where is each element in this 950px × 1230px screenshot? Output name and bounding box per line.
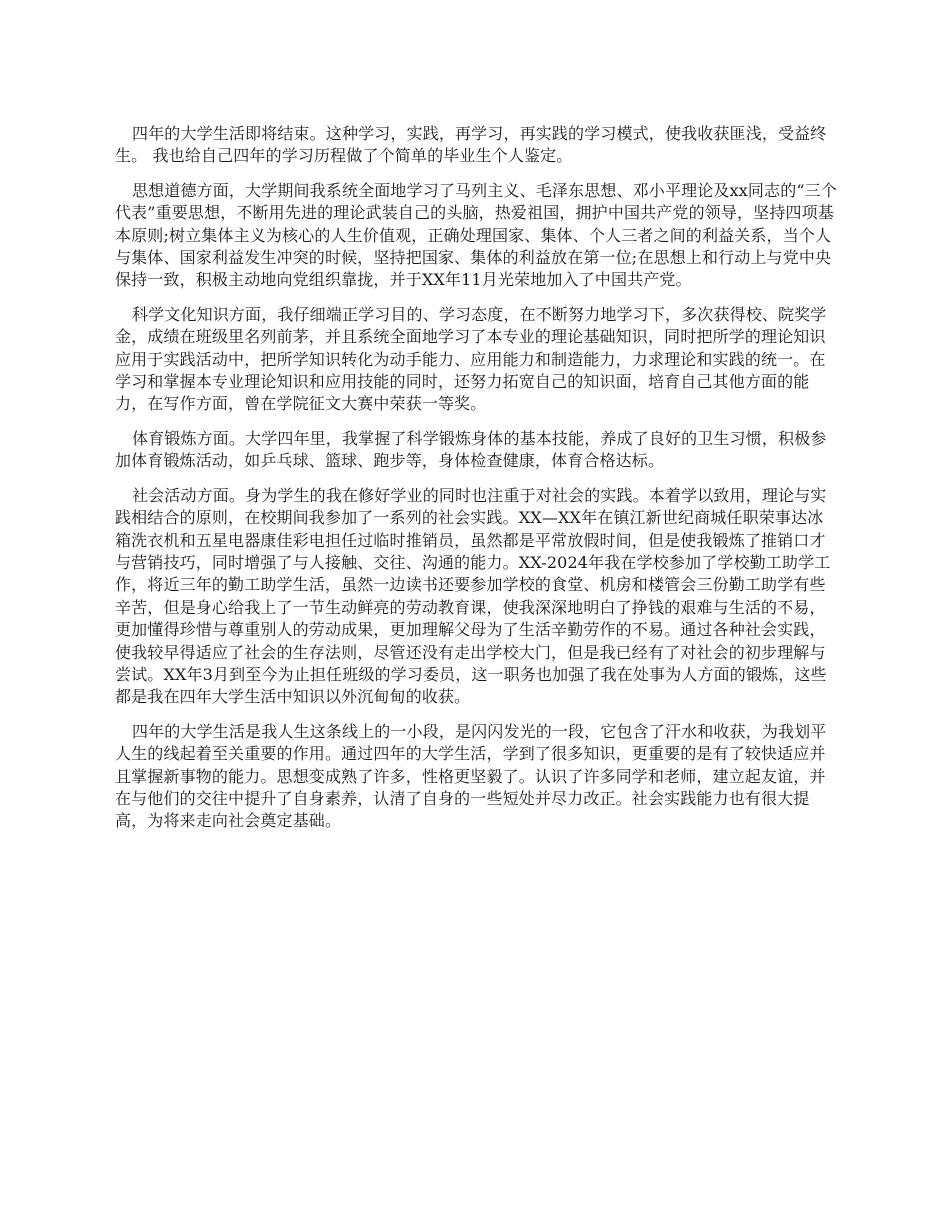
document-body <box>115 123 837 845</box>
paragraph-knowledge: 科学文化知识方面，我仔细端正学习目的、学习态度，在不断努力地学习下，多次获得校、院奖学金，成绩在班级里名列前茅，并且系统全面地学习了本专业的理论基础知识，同时把所学的理论知识应用于实践活动中，把所学知识转化为动手能力、应用能力和制造能力，力求理论和实践的统一。在学习和掌握本专业理论知识和应用技能的同时，还努力拓宽自己的知识面，培育自己其他方面的能力，在写作方面，曾在学院征文大赛中荣获一等奖。 <box>115 304 827 414</box>
paragraph-moral: 思想道德方面，大学期间我系统全面地学习了马列主义、毛泽东思想、邓小平理论及xx同志的“三个代表”重要思想，不断用先进的理论武装自己的头脑，热爱祖国，拥护中国共产党的领导，坚持四项基本原则;树立集体主义为核心的人生价值观，正确处理国家、集体、个人三者之间的利益关系，当个人与集体、国家利益发生冲突的时候，坚持把国家、集体的利益放在第一位;在思想上和行动上与党中央保持一致，积极主动地向党组织靠拢，并于XX年11月光荣地加入了中国共产党。 <box>115 180 837 290</box>
paragraph-social: 社会活动方面。身为学生的我在修好学业的同时也注重于对社会的实践。本着学以致用，理论与实践相结合的原则，在校期间我参加了一系列的社会实践。XX—XX年在镇江新世纪商城任职荣事达冰箱洗衣机和五星电器康佳彩电担任过临时推销员，虽然都是平常放假时间，但是使我锻炼了推销口才与营销技巧，同时增强了与人接触、交往、沟通的能力。XX-2024年我在学校参加了学校勤工助学工作，将近三年的勤工助学生活，虽然一边读书还要参加学校的食堂、机房和楼管会三份勤工助学有些辛苦，但是身心给我上了一节生动鲜亮的劳动教育课，使我深深地明白了挣钱的艰难与生活的不易，更加懂得珍惜与尊重别人的劳动成果，更加理解父母为了生活辛勤劳作的不易。通过各种社会实践，使我较早得适应了社会的生存法则，尽管还没有走出学校大门，但是我已经有了对社会的初步理解与尝试。XX年3月到至今为止担任班级的学习委员，这一职务也加强了我在处事为人方面的锻炼，这些都是我在四年大学生活中知识以外沉甸甸的收获。 <box>115 485 831 707</box>
paragraph-conclusion: 四年的大学生活是我人生这条线上的一小段，是闪闪发光的一段，它包含了汗水和收获，为我划平人生的线起着至关重要的作用。通过四年的大学生活，学到了很多知识，更重要的是有了较快适应并且掌握新事物的能力。思想变成熟了许多，性格更坚毅了。认识了许多同学和老师，建立起友谊，并在与他们的交往中提升了自身素养，认清了自身的一些短处并尽力改正。社会实践能力也有很大提高，为将来走向社会奠定基础。 <box>115 721 827 831</box>
paragraph-sports: 体育锻炼方面。大学四年里，我掌握了科学锻炼身体的基本技能，养成了良好的卫生习惯，积极参加体育锻炼活动，如乒乓球、篮球、跑步等，身体检查健康，体育合格达标。 <box>115 428 827 471</box>
paragraph-intro: 四年的大学生活即将结束。这种学习，实践，再学习，再实践的学习模式，使我收获匪浅，受益终生。 我也给自己四年的学习历程做了个简单的毕业生个人鉴定。 <box>115 124 827 166</box>
